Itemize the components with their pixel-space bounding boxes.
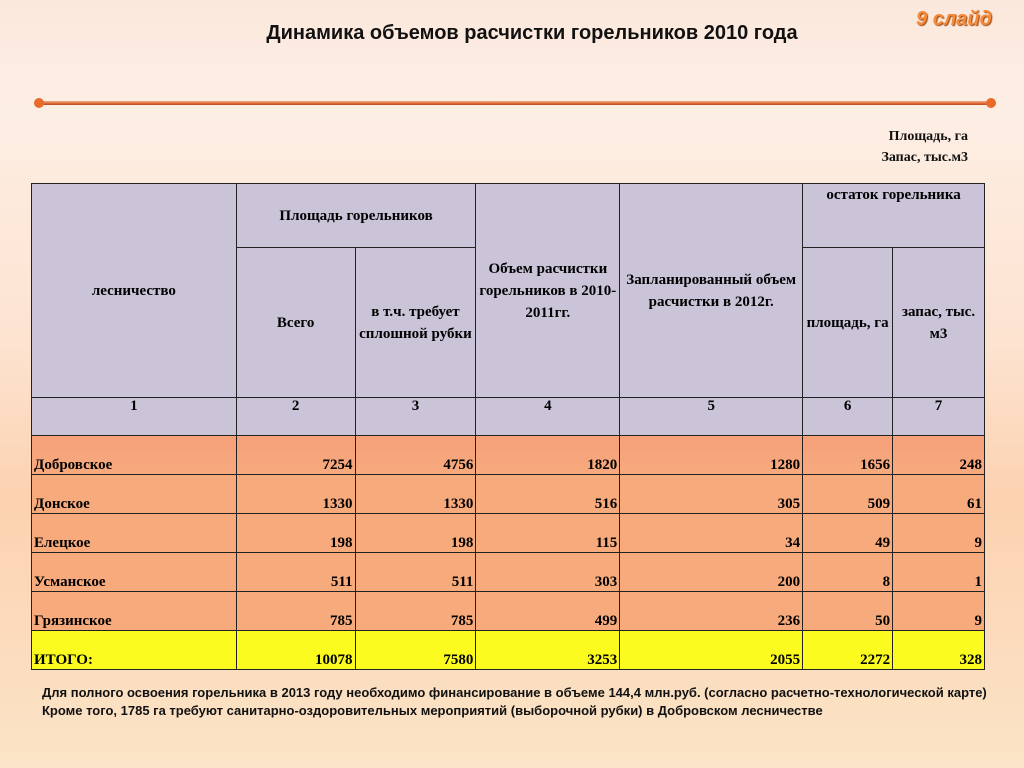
- header-volume: Объем расчистки горельников в 2010-2011гг.: [476, 184, 620, 398]
- cell-rem-area: 2272: [803, 631, 893, 670]
- cell-total: 7254: [236, 436, 355, 475]
- column-number: 3: [355, 398, 476, 436]
- slide-title: Динамика объемов расчистки горельников 2010 года: [266, 22, 798, 44]
- header-rem-area: площадь, га: [803, 248, 893, 398]
- cell-planned: 34: [620, 514, 803, 553]
- column-number: 7: [893, 398, 985, 436]
- cell-rem-area: 8: [803, 553, 893, 592]
- cell-rem-stock: 1: [893, 553, 985, 592]
- total-row: [32, 631, 985, 670]
- column-number: 2: [236, 398, 355, 436]
- cell-rem-stock: 328: [893, 631, 985, 670]
- cell-volume: 115: [476, 514, 620, 553]
- table-row: [32, 514, 985, 553]
- cell-planned: 236: [620, 592, 803, 631]
- cell-volume: 516: [476, 475, 620, 514]
- cell-rem-stock: 9: [893, 592, 985, 631]
- table-row: [32, 553, 985, 592]
- cell-clear-cut: 4756: [355, 436, 476, 475]
- table-row: [32, 592, 985, 631]
- cell-rem-area: 50: [803, 592, 893, 631]
- cell-clear-cut: 198: [355, 514, 476, 553]
- column-number: 1: [32, 398, 237, 436]
- cell-planned: 305: [620, 475, 803, 514]
- cell-rem-stock: 9: [893, 514, 985, 553]
- cell-volume: 3253: [476, 631, 620, 670]
- title-divider: [38, 101, 992, 105]
- cell-volume: 1820: [476, 436, 620, 475]
- slide-number-badge: 9 слайд: [916, 8, 992, 30]
- cell-planned: 2055: [620, 631, 803, 670]
- column-number: 4: [476, 398, 620, 436]
- column-number: 5: [620, 398, 803, 436]
- header-burn-area: Площадь горельников: [236, 184, 476, 248]
- cell-rem-area: 509: [803, 475, 893, 514]
- cell-volume: 499: [476, 592, 620, 631]
- column-number: 6: [803, 398, 893, 436]
- cell-rem-stock: 248: [893, 436, 985, 475]
- units-area: Площадь, га: [888, 129, 968, 144]
- burn-clearing-table: [31, 183, 985, 670]
- cell-rem-area: 1656: [803, 436, 893, 475]
- header-rem-stock: запас, тыс. м3: [893, 248, 985, 398]
- cell-total-label: ИТОГО:: [32, 631, 237, 670]
- cell-rem-stock: 61: [893, 475, 985, 514]
- header-forestry: лесничество: [32, 184, 237, 398]
- cell-forestry: Грязинское: [32, 592, 237, 631]
- cell-total: 785: [236, 592, 355, 631]
- column-numbers-row: [32, 398, 985, 436]
- footnote: [42, 684, 1002, 720]
- units-legend: [881, 126, 968, 168]
- cell-clear-cut: 511: [355, 553, 476, 592]
- table-row: [32, 436, 985, 475]
- cell-planned: 1280: [620, 436, 803, 475]
- cell-forestry: Усманское: [32, 553, 237, 592]
- cell-total: 10078: [236, 631, 355, 670]
- cell-clear-cut: 1330: [355, 475, 476, 514]
- cell-planned: 200: [620, 553, 803, 592]
- units-stock: Запас, тыс.м3: [881, 150, 968, 165]
- header-remainder: остаток горельника: [803, 184, 985, 248]
- cell-total: 1330: [236, 475, 355, 514]
- cell-total: 198: [236, 514, 355, 553]
- header-total: Всего: [236, 248, 355, 398]
- footnote-sanitary: Кроме того, 1785 га требуют санитарно-оздоровительных мероприятий (выборочной рубки) в Добровском лесничестве: [42, 703, 823, 718]
- cell-rem-area: 49: [803, 514, 893, 553]
- cell-forestry: Добровское: [32, 436, 237, 475]
- cell-forestry: Елецкое: [32, 514, 237, 553]
- cell-clear-cut: 7580: [355, 631, 476, 670]
- cell-clear-cut: 785: [355, 592, 476, 631]
- header-clear-cut: в т.ч. требует сплошной рубки: [355, 248, 476, 398]
- cell-total: 511: [236, 553, 355, 592]
- cell-forestry: Донское: [32, 475, 237, 514]
- header-planned: Запланированный объем расчистки в 2012г.: [620, 184, 803, 398]
- footnote-financing: Для полного освоения горельника в 2013 году необходимо финансирование в объеме 144,4 млн.руб. (согласно расчетно-технологической карте): [42, 685, 987, 700]
- cell-volume: 303: [476, 553, 620, 592]
- table-row: [32, 475, 985, 514]
